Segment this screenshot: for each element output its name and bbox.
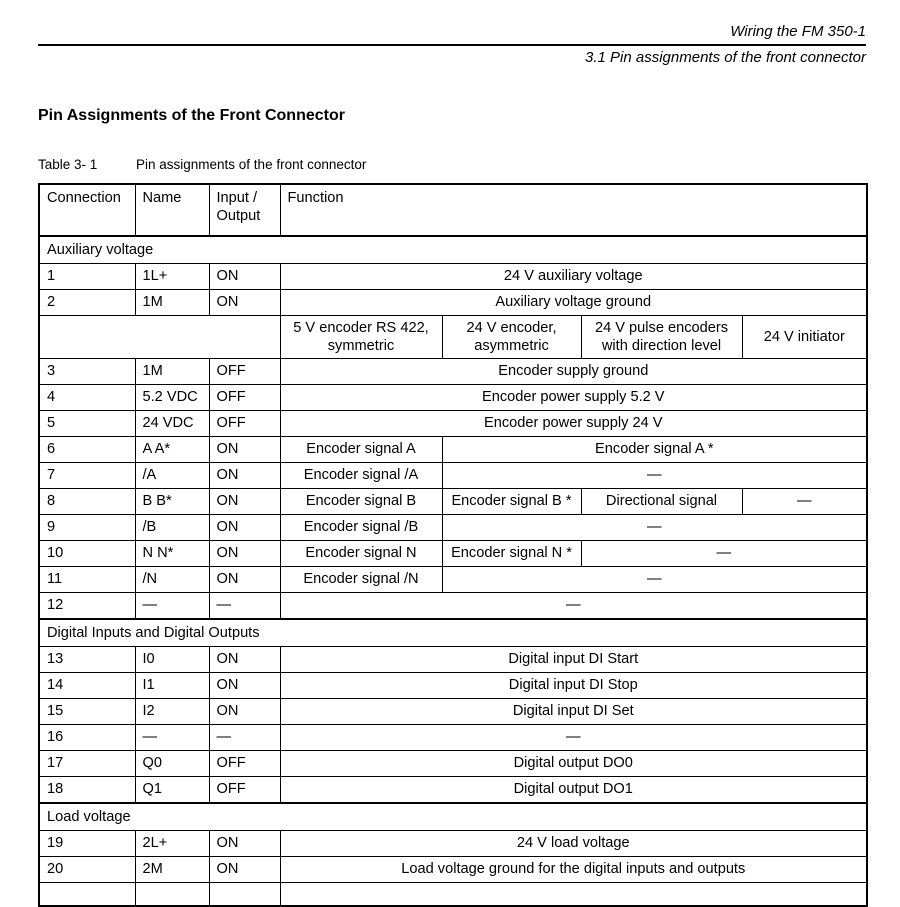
cell-io: OFF bbox=[209, 777, 280, 804]
cell-function-5v: Encoder signal B bbox=[280, 489, 442, 515]
cell-function-other: — bbox=[442, 463, 867, 489]
pin-assignment-table bbox=[38, 183, 868, 907]
table-row-pin8 bbox=[39, 489, 867, 515]
cell-function-pulse: Directional signal bbox=[581, 489, 742, 515]
subheader-encoder-5v: 5 V encoder RS 422, symmetric bbox=[280, 316, 442, 359]
cell-name: /A bbox=[135, 463, 209, 489]
header-io-line2: Output bbox=[216, 208, 261, 225]
table-row-pin5 bbox=[39, 411, 867, 437]
cell-function: Encoder power supply 24 V bbox=[280, 411, 867, 437]
table-row-pin16 bbox=[39, 725, 867, 751]
cell-name: I1 bbox=[135, 673, 209, 699]
cell-function-other: — bbox=[442, 515, 867, 541]
table-caption-text: Pin assignments of the front connector bbox=[136, 157, 367, 172]
cell-function: Digital input DI Start bbox=[280, 647, 867, 673]
cell-connection: 17 bbox=[39, 751, 135, 777]
header-input-output bbox=[209, 184, 280, 236]
cell-name: 2L+ bbox=[135, 831, 209, 857]
cell-function bbox=[280, 883, 867, 907]
cell-connection: 10 bbox=[39, 541, 135, 567]
subheader-initiator: 24 V initiator bbox=[742, 316, 867, 359]
cell-connection: 20 bbox=[39, 857, 135, 883]
subheader-pulse-encoders: 24 V pulse encoders with direction level bbox=[581, 316, 742, 359]
table-row-pin9 bbox=[39, 515, 867, 541]
cell-name: I0 bbox=[135, 647, 209, 673]
cell-connection: 15 bbox=[39, 699, 135, 725]
cell-function-other: — bbox=[581, 541, 867, 567]
cell-function-other: Encoder signal A * bbox=[442, 437, 867, 463]
cell-name: 1M bbox=[135, 359, 209, 385]
cell-function-24v: Encoder signal B * bbox=[442, 489, 581, 515]
table-row-pin4 bbox=[39, 385, 867, 411]
cell-function-24v: Encoder signal N * bbox=[442, 541, 581, 567]
cell-io: ON bbox=[209, 673, 280, 699]
table-row-pin6 bbox=[39, 437, 867, 463]
cell-io: — bbox=[209, 593, 280, 620]
cell-connection: 4 bbox=[39, 385, 135, 411]
subheader-empty-cell bbox=[39, 316, 280, 359]
cell-name: — bbox=[135, 725, 209, 751]
subheader-encoder-24v: 24 V encoder, asymmetric bbox=[442, 316, 581, 359]
cell-io: ON bbox=[209, 699, 280, 725]
section-title: Auxiliary voltage bbox=[39, 236, 867, 264]
section-title: Load voltage bbox=[39, 803, 867, 831]
table-row-pin11 bbox=[39, 567, 867, 593]
cell-name: A A* bbox=[135, 437, 209, 463]
cell-io: ON bbox=[209, 463, 280, 489]
cell-name: 1L+ bbox=[135, 264, 209, 290]
table-row-pin2 bbox=[39, 290, 867, 316]
cell-connection: 12 bbox=[39, 593, 135, 620]
cell-io: ON bbox=[209, 515, 280, 541]
cell-io bbox=[209, 883, 280, 907]
cell-function: Encoder power supply 5.2 V bbox=[280, 385, 867, 411]
cell-name: 2M bbox=[135, 857, 209, 883]
cell-io: ON bbox=[209, 489, 280, 515]
table-row-pin7 bbox=[39, 463, 867, 489]
running-header-section: 3.1 Pin assignments of the front connector bbox=[585, 49, 866, 66]
cell-name: /N bbox=[135, 567, 209, 593]
encoder-type-subheader-row bbox=[39, 316, 867, 359]
table-row-pin19 bbox=[39, 831, 867, 857]
cell-io: ON bbox=[209, 290, 280, 316]
cell-function: — bbox=[280, 725, 867, 751]
cell-name: N N* bbox=[135, 541, 209, 567]
table-row-pin1 bbox=[39, 264, 867, 290]
cell-connection: 11 bbox=[39, 567, 135, 593]
cell-function: — bbox=[280, 593, 867, 620]
cell-name: 5.2 VDC bbox=[135, 385, 209, 411]
cell-function-5v: Encoder signal /N bbox=[280, 567, 442, 593]
cell-function-5v: Encoder signal /A bbox=[280, 463, 442, 489]
cell-function: 24 V auxiliary voltage bbox=[280, 264, 867, 290]
table-row-pin14 bbox=[39, 673, 867, 699]
cell-connection: 18 bbox=[39, 777, 135, 804]
cell-function: Digital input DI Set bbox=[280, 699, 867, 725]
page-content bbox=[38, 24, 866, 907]
cell-connection bbox=[39, 883, 135, 907]
cell-connection: 1 bbox=[39, 264, 135, 290]
cell-io: ON bbox=[209, 857, 280, 883]
cell-connection: 14 bbox=[39, 673, 135, 699]
cell-connection: 16 bbox=[39, 725, 135, 751]
document-page bbox=[0, 23, 900, 878]
running-header-chapter: Wiring the FM 350-1 bbox=[38, 24, 866, 46]
cell-io: ON bbox=[209, 647, 280, 673]
cell-name bbox=[135, 883, 209, 907]
table-row-pin12 bbox=[39, 593, 867, 620]
cell-function: Digital output DO0 bbox=[280, 751, 867, 777]
table-row-pin3 bbox=[39, 359, 867, 385]
table-row-pin10 bbox=[39, 541, 867, 567]
cell-function: Digital input DI Stop bbox=[280, 673, 867, 699]
table-row-pin13 bbox=[39, 647, 867, 673]
header-connection: Connection bbox=[39, 184, 135, 236]
cell-function-5v: Encoder signal N bbox=[280, 541, 442, 567]
cell-io: OFF bbox=[209, 411, 280, 437]
cell-io: ON bbox=[209, 264, 280, 290]
cell-connection: 8 bbox=[39, 489, 135, 515]
header-io-line1: Input / bbox=[216, 190, 258, 206]
table-caption-label: Table 3- 1 bbox=[38, 157, 98, 172]
header-function: Function bbox=[280, 184, 867, 236]
cell-name: I2 bbox=[135, 699, 209, 725]
cell-io: — bbox=[209, 725, 280, 751]
cell-function-initiator: — bbox=[742, 489, 867, 515]
table-row-pin20 bbox=[39, 857, 867, 883]
running-header bbox=[38, 24, 866, 66]
cell-connection: 13 bbox=[39, 647, 135, 673]
page-title: Pin Assignments of the Front Connector bbox=[38, 107, 345, 124]
cell-name: B B* bbox=[135, 489, 209, 515]
cell-connection: 3 bbox=[39, 359, 135, 385]
cell-io: OFF bbox=[209, 385, 280, 411]
section-row-load-voltage bbox=[39, 803, 867, 831]
cell-function: Encoder supply ground bbox=[280, 359, 867, 385]
cell-function: Auxiliary voltage ground bbox=[280, 290, 867, 316]
clipped-next-row bbox=[39, 883, 867, 907]
cell-io: ON bbox=[209, 437, 280, 463]
section-row-auxiliary-voltage bbox=[39, 236, 867, 264]
cell-function-5v: Encoder signal A bbox=[280, 437, 442, 463]
header-name: Name bbox=[135, 184, 209, 236]
cell-connection: 7 bbox=[39, 463, 135, 489]
table-row-pin17 bbox=[39, 751, 867, 777]
cell-io: ON bbox=[209, 541, 280, 567]
cell-function-5v: Encoder signal /B bbox=[280, 515, 442, 541]
cell-connection: 5 bbox=[39, 411, 135, 437]
table-row-pin18 bbox=[39, 777, 867, 804]
section-row-digital-io bbox=[39, 619, 867, 647]
table-caption bbox=[38, 157, 866, 172]
cell-name: /B bbox=[135, 515, 209, 541]
cell-name: 24 VDC bbox=[135, 411, 209, 437]
cell-io: ON bbox=[209, 567, 280, 593]
cell-function: Load voltage ground for the digital inputs and outputs bbox=[280, 857, 867, 883]
cell-connection: 19 bbox=[39, 831, 135, 857]
cell-io: OFF bbox=[209, 751, 280, 777]
cell-connection: 6 bbox=[39, 437, 135, 463]
cell-connection: 2 bbox=[39, 290, 135, 316]
cell-connection: 9 bbox=[39, 515, 135, 541]
section-title: Digital Inputs and Digital Outputs bbox=[39, 619, 867, 647]
cell-io: OFF bbox=[209, 359, 280, 385]
cell-io: ON bbox=[209, 831, 280, 857]
cell-function-other: — bbox=[442, 567, 867, 593]
cell-name: Q0 bbox=[135, 751, 209, 777]
cell-function: Digital output DO1 bbox=[280, 777, 867, 804]
cell-name: — bbox=[135, 593, 209, 620]
cell-name: 1M bbox=[135, 290, 209, 316]
cell-function: 24 V load voltage bbox=[280, 831, 867, 857]
table-header-row bbox=[39, 184, 867, 236]
cell-name: Q1 bbox=[135, 777, 209, 804]
table-row-pin15 bbox=[39, 699, 867, 725]
